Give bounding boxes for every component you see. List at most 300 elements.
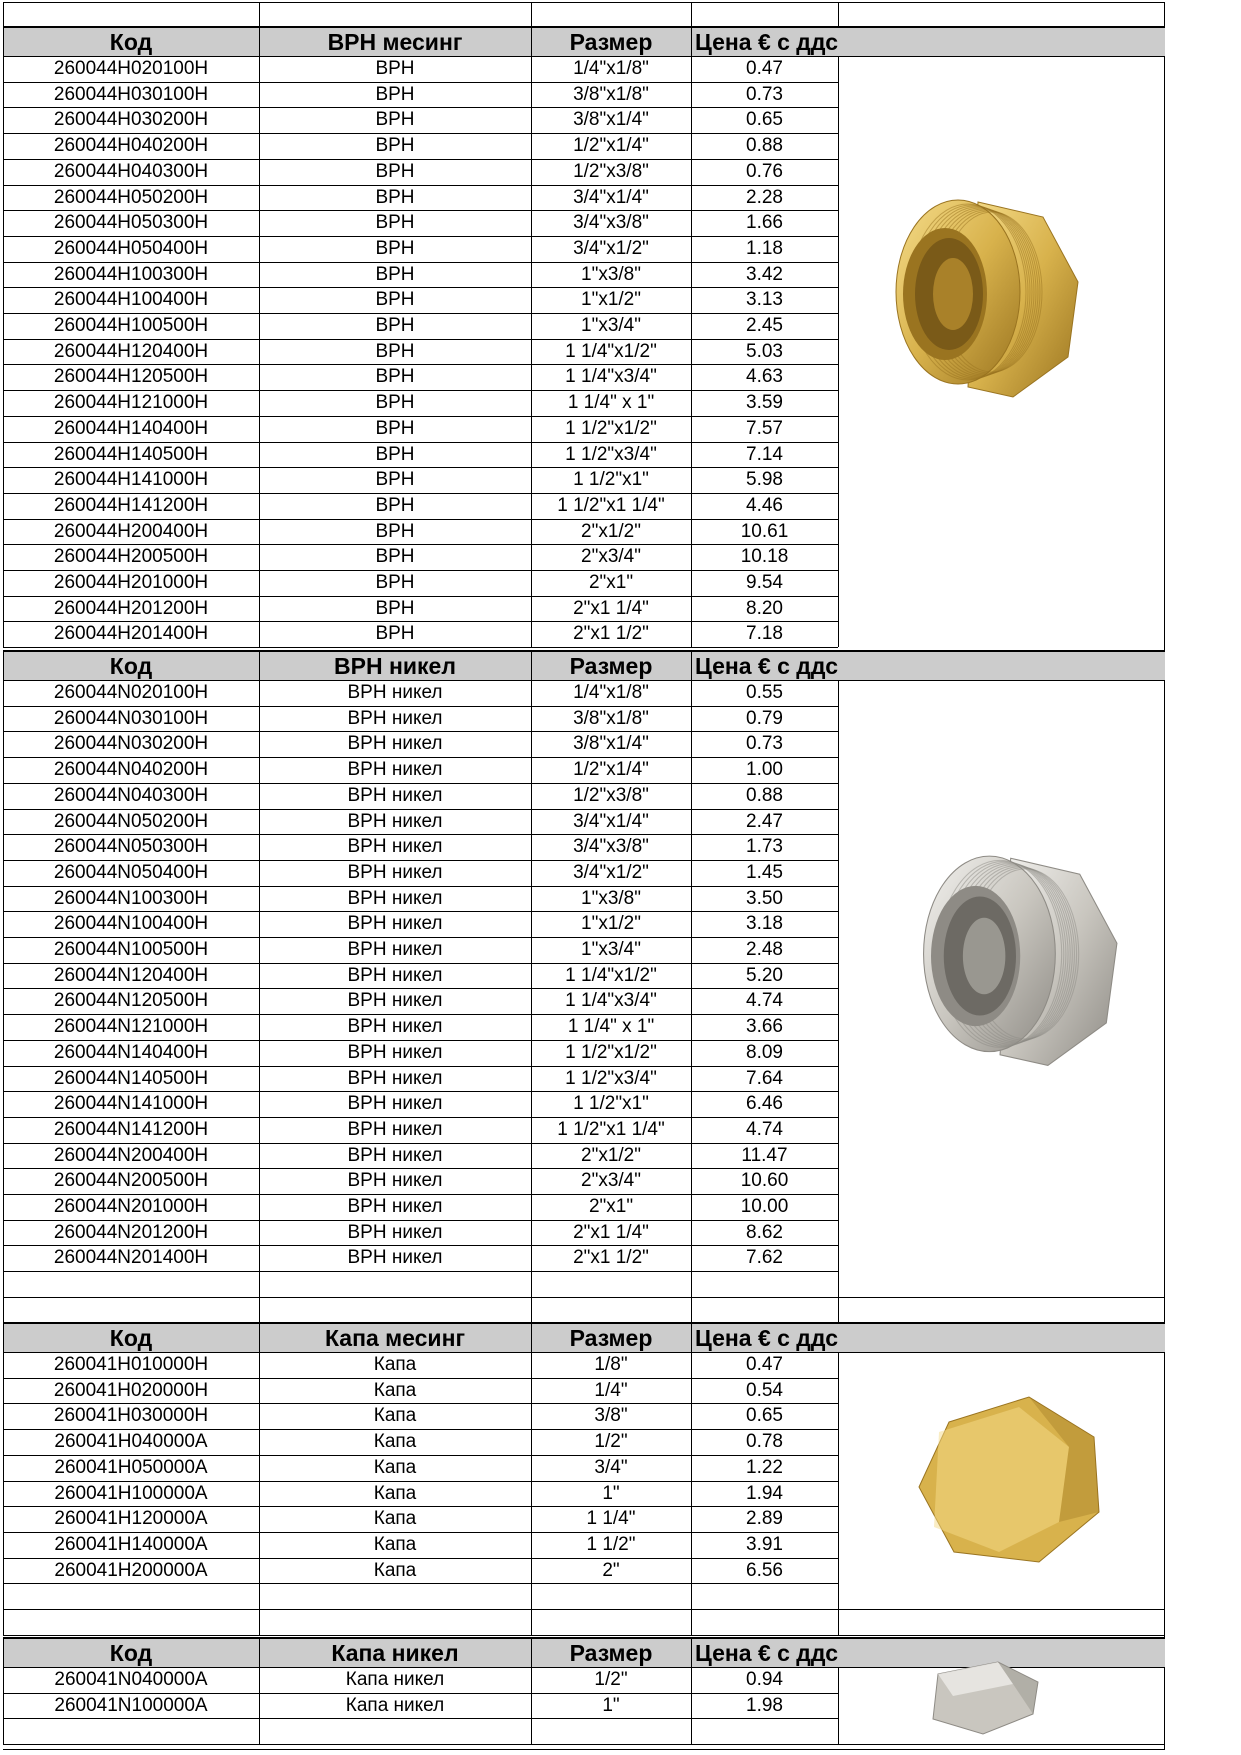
cell-price: 2.47 — [746, 811, 783, 832]
header-code: Код — [109, 653, 153, 679]
cell-name: ВРН никел — [347, 1016, 443, 1037]
grid-line — [691, 2, 692, 26]
cell-code: 260044H120500H — [53, 366, 209, 387]
cell-price: 1.00 — [746, 759, 783, 780]
cell-name: ВРН никел — [347, 965, 443, 986]
grid-line — [691, 1609, 692, 1635]
grid-line — [838, 937, 839, 963]
row-border — [3, 390, 838, 391]
cell-size: 2"x1 1/4" — [573, 598, 649, 619]
cell-size: 2"x3/4" — [581, 546, 641, 567]
grid-line — [259, 1718, 260, 1744]
cell-code: 260044N100300H — [53, 888, 209, 909]
cell-size: 2"x3/4" — [581, 1170, 641, 1191]
row-border — [3, 1271, 838, 1272]
grid-line — [838, 442, 839, 467]
cell-code: 260044N050200H — [53, 811, 209, 832]
cell-name: ВРН никел — [347, 1093, 443, 1114]
grid-line — [531, 1583, 532, 1609]
header-code: Код — [109, 1640, 153, 1666]
cell-code: 260044N030100H — [53, 708, 209, 729]
cell-price: 3.91 — [746, 1534, 783, 1555]
cell-code: 260041N100000A — [54, 1695, 208, 1716]
row-border — [3, 1091, 838, 1092]
cell-name: ВРН никел — [347, 1247, 443, 1268]
header-price: Цена € с ддс — [695, 29, 838, 55]
cell-price: 5.20 — [746, 965, 783, 986]
row-border — [3, 1693, 838, 1694]
grid-line — [838, 1271, 839, 1297]
cell-code: 260044N050300H — [53, 836, 209, 857]
row-border — [3, 493, 838, 494]
cell-code: 260041H100000A — [54, 1483, 208, 1504]
cell-code: 260044H140500H — [53, 444, 209, 465]
row-border — [3, 1117, 838, 1118]
cell-price: 2.28 — [746, 187, 783, 208]
cell-name: ВРН никел — [347, 785, 443, 806]
grid-line — [838, 1014, 839, 1040]
header-price: Цена € с ддс — [695, 653, 838, 679]
row-border — [3, 1532, 838, 1533]
grid-line — [838, 809, 839, 834]
row-border — [3, 159, 838, 160]
cell-size: 1 1/4" x 1" — [567, 1016, 655, 1037]
row-border — [3, 1718, 838, 1719]
row-border — [3, 886, 838, 887]
cell-size: 1 1/2"x1/2" — [565, 418, 657, 439]
cell-name: Капа — [373, 1380, 417, 1401]
cell-size: 2"x1 1/2" — [573, 623, 649, 644]
grid-line — [838, 731, 839, 757]
cell-name: ВРН — [375, 495, 415, 516]
cell-code: 260044N100500H — [53, 939, 209, 960]
cell-code: 260044H050400H — [53, 238, 209, 259]
cell-price: 10.61 — [740, 521, 789, 542]
cell-price: 3.13 — [746, 289, 783, 310]
grid-line — [838, 680, 839, 706]
header-bottom-border — [3, 680, 1165, 681]
grid-line — [691, 1583, 692, 1609]
cell-name: ВРН — [375, 58, 415, 79]
cell-size: 3/4"x1/4" — [573, 811, 649, 832]
row-border — [3, 911, 838, 912]
row-border — [3, 1506, 838, 1507]
cell-price: 5.98 — [746, 469, 783, 490]
cell-name: ВРН никел — [347, 708, 443, 729]
row-border — [3, 731, 838, 732]
header-size: Размер — [569, 653, 653, 679]
cell-name: ВРН — [375, 418, 415, 439]
cell-name: ВРН — [375, 264, 415, 285]
grid-line — [838, 210, 839, 236]
cell-code: 260044H200500H — [53, 546, 209, 567]
cell-size: 3/4"x3/8" — [573, 212, 649, 233]
row-border — [3, 570, 838, 571]
cell-name: Капа — [373, 1354, 417, 1375]
cell-code: 260044N200400H — [53, 1145, 209, 1166]
cell-name: ВРН — [375, 289, 415, 310]
cell-size: 1 1/2"x1 1/4" — [557, 1119, 665, 1140]
grid-line — [838, 621, 839, 647]
grid-line — [3, 1718, 4, 1744]
cell-price: 0.55 — [746, 682, 783, 703]
header-size: Размер — [569, 29, 653, 55]
cell-size: 1" — [602, 1695, 620, 1716]
row-border — [3, 262, 838, 263]
cell-size: 2"x1 1/2" — [573, 1247, 649, 1268]
cell-code: 260044H100500H — [53, 315, 209, 336]
cell-name: Капа никел — [345, 1695, 445, 1716]
cell-size: 1/4"x1/8" — [573, 682, 649, 703]
row-border — [3, 1558, 838, 1559]
cell-price: 0.65 — [746, 1405, 783, 1426]
grid-line-top — [3, 2, 1165, 3]
grid-line — [3, 1271, 4, 1297]
grid-line-right — [1164, 2, 1165, 1750]
cell-name: Капа — [373, 1457, 417, 1478]
grid-line — [838, 56, 839, 82]
cell-price: 0.47 — [746, 1354, 783, 1375]
cell-code: 260044N040200H — [53, 759, 209, 780]
cell-code: 260044H121000H — [53, 392, 209, 413]
cell-size: 1/2" — [594, 1669, 628, 1690]
cell-price: 7.62 — [746, 1247, 783, 1268]
grid-line — [838, 1558, 839, 1583]
grid-line — [838, 1583, 839, 1609]
cell-name: ВРН никел — [347, 811, 443, 832]
cell-code: 260044N141200H — [53, 1119, 209, 1140]
cell-name: ВРН — [375, 366, 415, 387]
cell-price: 3.50 — [746, 888, 783, 909]
cell-name: ВРН никел — [347, 913, 443, 934]
grid-line — [838, 1403, 839, 1429]
grid-line — [838, 493, 839, 519]
grid-line — [838, 107, 839, 133]
cell-code: 260044N200500H — [53, 1170, 209, 1191]
cell-price: 1.73 — [746, 836, 783, 857]
grid-line — [531, 1718, 532, 1744]
grid-line — [838, 133, 839, 159]
row-border — [3, 1066, 838, 1067]
cell-name: ВРН — [375, 469, 415, 490]
cell-price: 1.94 — [746, 1483, 783, 1504]
header-bottom-border — [3, 56, 1165, 57]
cell-size: 1 1/4"x1/2" — [565, 341, 657, 362]
row-border — [3, 860, 838, 861]
cell-name: ВРН — [375, 572, 415, 593]
grid-line — [838, 313, 839, 339]
cell-code: 260044N050400H — [53, 862, 209, 883]
header-price: Цена € с ддс — [695, 1325, 838, 1351]
cell-size: 1/2"x1/4" — [573, 135, 649, 156]
cell-size: 3/4"x1/2" — [573, 862, 649, 883]
header-name: ВРН никел — [334, 653, 456, 679]
cell-code: 260041H040000A — [54, 1431, 208, 1452]
cell-name: ВРН — [375, 444, 415, 465]
grid-line — [838, 1506, 839, 1532]
row-border — [3, 416, 838, 417]
cell-size: 1 1/4"x3/4" — [565, 990, 657, 1011]
grid-line — [838, 1168, 839, 1194]
row-border — [3, 783, 838, 784]
cell-name: ВРН — [375, 341, 415, 362]
cell-name: ВРН — [375, 238, 415, 259]
cell-name: ВРН — [375, 315, 415, 336]
cell-name: ВРН — [375, 187, 415, 208]
grid-line — [838, 82, 839, 107]
cell-code: 260044H201400H — [53, 623, 209, 644]
row-border — [3, 442, 838, 443]
header-grid-line — [691, 1322, 692, 1352]
grid-line — [259, 1297, 260, 1323]
header-bottom-border — [3, 1352, 1165, 1353]
row-border — [3, 1481, 838, 1482]
grid-line — [838, 1066, 839, 1091]
row-border — [3, 1220, 838, 1221]
cell-size: 3/8"x1/8" — [573, 708, 649, 729]
grid-line — [259, 2, 260, 26]
header-name: ВРН месинг — [327, 29, 463, 55]
cell-code: 260044N121000H — [53, 1016, 209, 1037]
grid-line — [838, 1378, 839, 1403]
cell-name: Капа — [373, 1534, 417, 1555]
row-border — [3, 467, 838, 468]
row-border — [3, 1040, 838, 1041]
cell-size: 1 1/2"x3/4" — [565, 444, 657, 465]
cell-code: 260044H141000H — [53, 469, 209, 490]
row-border — [3, 544, 838, 545]
grid-line — [838, 1220, 839, 1245]
cell-code: 260044H030100H — [53, 84, 209, 105]
cell-size: 1/8" — [594, 1354, 628, 1375]
cell-price: 0.88 — [746, 135, 783, 156]
cell-price: 3.18 — [746, 913, 783, 934]
cell-size: 1/4"x1/8" — [573, 58, 649, 79]
cell-price: 7.18 — [746, 623, 783, 644]
cell-price: 11.47 — [741, 1145, 788, 1166]
cell-price: 0.54 — [746, 1380, 783, 1401]
row-border — [3, 757, 838, 758]
cell-price: 7.57 — [746, 418, 783, 439]
grid-line — [691, 1718, 692, 1744]
cell-price: 3.42 — [746, 264, 783, 285]
cell-name: ВРН — [375, 84, 415, 105]
cell-code: 260044H201200H — [53, 598, 209, 619]
cell-price: 4.46 — [746, 495, 783, 516]
grid-line — [838, 390, 839, 416]
cell-code: 260044N030200H — [53, 733, 209, 754]
cell-name: Капа — [373, 1508, 417, 1529]
cell-code: 260041H120000A — [54, 1508, 208, 1529]
cell-code: 260044N100400H — [53, 913, 209, 934]
cell-price: 0.73 — [746, 84, 783, 105]
cell-name: ВРН никел — [347, 1068, 443, 1089]
cell-name: ВРН никел — [347, 682, 443, 703]
cell-price: 4.74 — [746, 1119, 783, 1140]
cell-code: 260044H140400H — [53, 418, 209, 439]
row-border — [3, 1635, 1165, 1636]
cell-price: 0.79 — [746, 708, 783, 729]
row-border — [3, 1378, 838, 1379]
cell-code: 260044H040300H — [53, 161, 209, 182]
grid-line — [838, 911, 839, 937]
cell-name: ВРН — [375, 521, 415, 542]
cell-price: 1.22 — [746, 1457, 783, 1478]
cell-name: ВРН никел — [347, 862, 443, 883]
header-code: Код — [109, 29, 153, 55]
grid-line-bottom — [3, 1749, 1165, 1750]
row-border — [3, 596, 838, 597]
cell-code: 260044H020100H — [53, 58, 209, 79]
cell-price: 1.45 — [746, 862, 783, 883]
header-grid-line — [691, 26, 692, 56]
row-border — [3, 1168, 838, 1169]
cell-code: 260044N120400H — [53, 965, 209, 986]
cell-size: 3/4"x3/8" — [573, 836, 649, 857]
row-border — [3, 834, 838, 835]
header-grid-line — [691, 650, 692, 680]
grid-line — [838, 339, 839, 364]
cell-size: 2"x1/2" — [581, 521, 641, 542]
grid-line — [838, 1194, 839, 1220]
cell-price: 1.66 — [746, 212, 783, 233]
grid-line — [838, 1693, 839, 1718]
grid-line — [691, 1271, 692, 1297]
cell-code: 260044N040300H — [53, 785, 209, 806]
grid-line — [838, 1297, 839, 1323]
cell-code: 260044N140400H — [53, 1042, 209, 1063]
cell-size: 1"x1/2" — [581, 289, 641, 310]
grid-line — [838, 1667, 839, 1693]
cell-code: 260044N120500H — [53, 990, 209, 1011]
cell-code: 260041H050000A — [54, 1457, 208, 1478]
cell-code: 260041H200000A — [54, 1560, 208, 1581]
row-border — [3, 706, 838, 707]
row-border — [3, 1455, 838, 1456]
cell-size: 1/2" — [594, 1431, 628, 1452]
grid-line — [838, 570, 839, 596]
grid-line — [838, 185, 839, 210]
grid-line — [838, 287, 839, 313]
grid-line — [838, 1609, 839, 1635]
cell-code: 260044N201400H — [53, 1247, 209, 1268]
cell-name: ВРН никел — [347, 1145, 443, 1166]
cell-price: 4.63 — [746, 366, 783, 387]
grid-line — [3, 1297, 4, 1323]
grid-line — [838, 2, 839, 26]
cell-price: 10.00 — [740, 1196, 789, 1217]
brass-hex-bushing-photo — [883, 182, 1083, 422]
cell-size: 1 1/4"x3/4" — [565, 366, 657, 387]
cell-name: ВРН никел — [347, 1042, 443, 1063]
cell-size: 1"x1/2" — [581, 913, 641, 934]
cell-size: 1 1/2"x3/4" — [565, 1068, 657, 1089]
header-size: Размер — [569, 1640, 653, 1666]
grid-line — [838, 262, 839, 287]
cell-code: 260044H030200H — [53, 109, 209, 130]
cell-code: 260041H010000H — [53, 1354, 209, 1375]
header-code: Код — [109, 1325, 153, 1351]
cell-size: 1 1/2"x1" — [573, 469, 649, 490]
cell-name: Капа — [373, 1483, 417, 1504]
grid-line — [531, 1297, 532, 1323]
cell-price: 6.46 — [746, 1093, 783, 1114]
grid-line — [838, 596, 839, 621]
nickel-hex-bushing-photo — [896, 837, 1136, 1092]
cell-size: 1 1/2"x1 1/4" — [557, 495, 665, 516]
cell-size: 2"x1/2" — [581, 1145, 641, 1166]
cell-size: 3/4"x1/4" — [573, 187, 649, 208]
cell-price: 0.78 — [746, 1431, 783, 1452]
cell-price: 10.18 — [740, 546, 789, 567]
row-border — [3, 937, 838, 938]
grid-line — [838, 1455, 839, 1481]
cell-name: Капа — [373, 1405, 417, 1426]
grid-line — [531, 2, 532, 26]
grid-line — [531, 1609, 532, 1635]
grid-line — [3, 1609, 4, 1635]
cell-name: ВРН — [375, 623, 415, 644]
cell-name: ВРН — [375, 598, 415, 619]
row-border — [3, 988, 838, 989]
cell-name: ВРН никел — [347, 1170, 443, 1191]
cell-code: 260041H030000H — [53, 1405, 209, 1426]
cell-name: ВРН — [375, 109, 415, 130]
cell-size: 2"x1" — [588, 572, 634, 593]
cell-code: 260044N201000H — [53, 1196, 209, 1217]
cell-price: 3.66 — [746, 1016, 783, 1037]
row-border — [3, 1245, 838, 1246]
grid-line — [838, 467, 839, 493]
cell-price: 1.98 — [746, 1695, 783, 1716]
row-border — [3, 339, 838, 340]
row-border — [3, 621, 838, 622]
grid-line — [838, 1481, 839, 1506]
grid-line — [531, 1271, 532, 1297]
cell-code: 260041H020000H — [53, 1380, 209, 1401]
cell-size: 1 1/4" — [586, 1508, 636, 1529]
cell-size: 1/2"x3/8" — [573, 161, 649, 182]
cell-price: 0.73 — [746, 733, 783, 754]
grid-line — [838, 1091, 839, 1117]
cell-size: 1/2"x3/8" — [573, 785, 649, 806]
cell-size: 1/4" — [594, 1380, 628, 1401]
cell-price: 0.88 — [746, 785, 783, 806]
row-border — [3, 107, 838, 108]
cell-code: 260044N201200H — [53, 1222, 209, 1243]
cell-price: 8.62 — [746, 1222, 783, 1243]
cell-name: ВРН никел — [347, 1222, 443, 1243]
header-name: Капа месинг — [324, 1325, 466, 1351]
cell-size: 3/8"x1/4" — [573, 109, 649, 130]
grid-line — [838, 1117, 839, 1143]
cell-size: 1"x3/4" — [581, 315, 641, 336]
grid-line — [3, 2, 4, 26]
cell-name: ВРН никел — [347, 1119, 443, 1140]
grid-line — [838, 1352, 839, 1378]
cell-code: 260044H120400H — [53, 341, 209, 362]
cell-size: 1/2"x1/4" — [573, 759, 649, 780]
row-border — [3, 1014, 838, 1015]
cell-size: 1"x3/4" — [581, 939, 641, 960]
grid-line — [838, 834, 839, 860]
cell-price: 2.48 — [746, 939, 783, 960]
cell-code: 260044N020100H — [53, 682, 209, 703]
row-border — [3, 133, 838, 134]
grid-line — [691, 1297, 692, 1323]
cell-size: 1 1/4" x 1" — [567, 392, 655, 413]
grid-line — [838, 1718, 839, 1744]
